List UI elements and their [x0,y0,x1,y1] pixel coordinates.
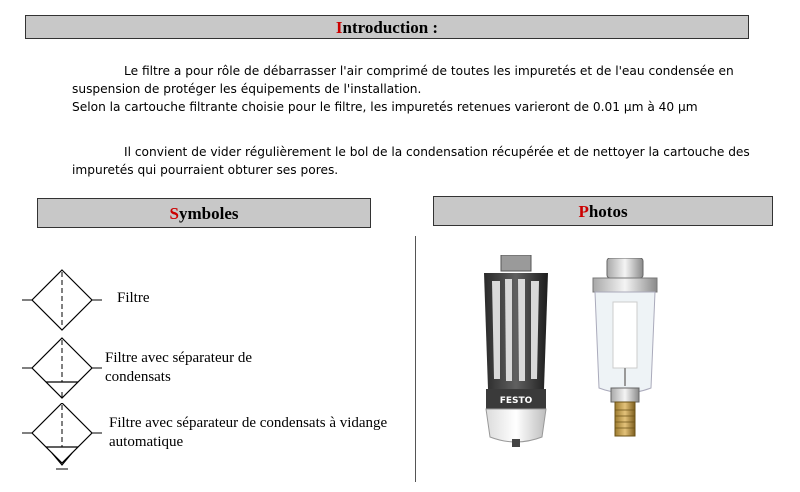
banner-title: ymboles [178,204,239,223]
intro-paragraph-2-text: Il convient de vider régulièrement le bol de la condensation récupérée et de nettoyer la cartouche des impuretés qui pourraient obturer ses pores. [72,145,750,177]
banner-title: ntroduction : [342,18,439,37]
filter-separator-symbol [22,336,102,400]
symboles-banner [37,198,371,228]
introduction-banner [25,15,749,39]
intro-paragraph-2 [72,143,792,179]
filter-symbol [22,268,102,332]
festo-filter-photo [470,255,562,450]
transparent-filter-photo [585,258,665,453]
symbol-label-filter-auto-drain: Filtre avec séparateur de condensats à vidange automatique [109,415,388,450]
column-divider [415,236,416,482]
banner-initial: P [578,202,589,221]
festo-brand-label: FESTO [499,396,533,406]
intro-paragraph-1b: Selon la cartouche filtrante choisie pour le filtre, les impuretés retenues varieront de 0.01 µm à 40 µm [72,100,698,114]
banner-initial: I [335,18,343,37]
intro-paragraph-1-text: Le filtre a pour rôle de débarrasser l'air comprimé de toutes les impuretés et de l'eau condensée en suspension de protéger les équipements de l'installation. [72,64,734,96]
intro-paragraph-1 [72,62,792,98]
symbol-label-filter: Filtre [117,290,150,306]
banner-title: hotos [588,202,628,221]
filter-auto-drain-symbol [22,403,102,473]
symbol-label-filter-separator: Filtre avec séparateur de condensats [105,350,253,385]
banner-initial: S [169,204,179,223]
photos-banner [433,196,773,226]
